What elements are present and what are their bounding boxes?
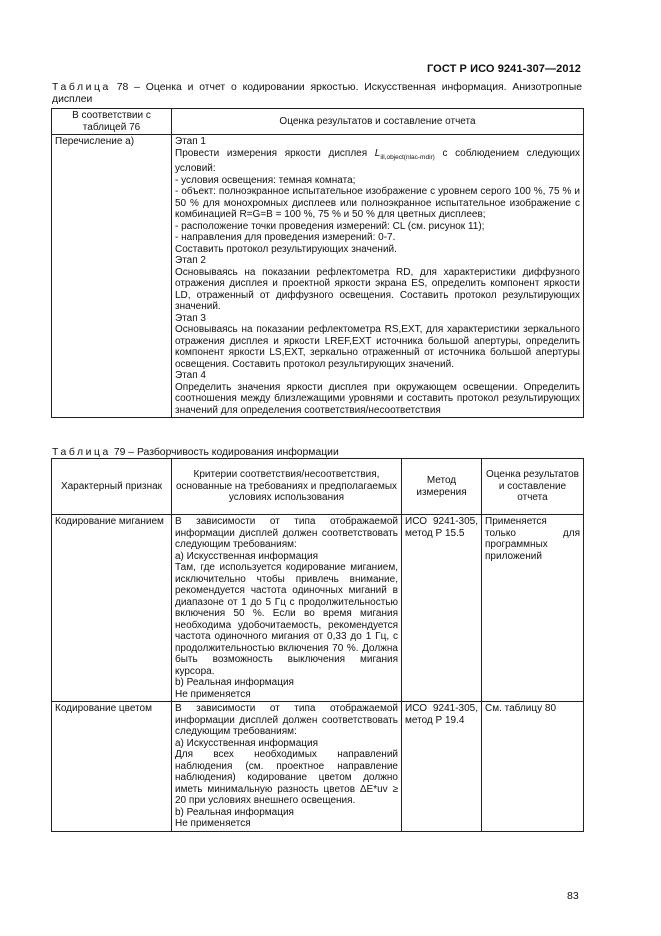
- stage1-title: Этап 1: [175, 136, 206, 147]
- feature-cell: Кодирование цветом: [52, 702, 172, 832]
- stage2-text: Основываясь на показании рефлектометра RD, для характеристики диффузного отражения дисплея и проектной яркости экрана ES, определить компонент яркости LD, отраженный от диффузного освещения. Составить протокол результирующих значений.: [175, 266, 580, 312]
- stage3-text: Основываясь на показании рефлектометра RS,EXT, для характеристики зеркального отражения дисплея и яркости LREF,EXT источника большой апертуры, определить компонент яркости LS,EXT, зеркально отраженный от источника большой апертуры освещения. Составить протокол результирующих значений.: [175, 324, 580, 370]
- table78-row-label: Перечисление а): [52, 135, 172, 418]
- stage3-title: Этап 3: [175, 312, 206, 324]
- table78-row-content: [172, 135, 584, 418]
- stage1-item: - направления для проведения измерений: 0-7.: [175, 232, 396, 243]
- stage1-item: - условия освещения: темная комната;: [175, 174, 356, 186]
- method-cell: ИСО 9241-305, метод Р 15.5: [402, 515, 482, 702]
- table79-header-feature: Характерный признак: [52, 459, 172, 515]
- stage2-title: Этап 2: [175, 255, 206, 266]
- table79-header-method: Метод измерения: [402, 459, 482, 515]
- table-78: [51, 108, 584, 418]
- standard-header: ГОСТ Р ИСО 9241-307—2012: [426, 63, 581, 75]
- table78-caption-text: 78 – Оценка и отчет о кодировании яркостью. Искусственная информация. Анизотропные дисплеи: [52, 82, 582, 105]
- table-79: [51, 458, 584, 832]
- stage4-text: Определить значения яркости дисплея при окружающем освещении. Определить соотношения между близлежащими уровнями и составить протокол результирующих значений для определения соответствия/несоответствия: [175, 381, 580, 416]
- table79-caption-text: 79 – Разборчивость кодирования информации: [113, 447, 339, 458]
- stage1-item: - объект: полноэкранное испытательное изображение с уровнем серого 100 %, 75 % и 50 % для монохромных дисплеев или полноэкранное испытательное изображение с комбинацией R=G=B = 100 %, 75 % и 50 % для цветных дисплеев;: [175, 186, 580, 220]
- stage1-item: - расположение точки проведения измерений: CL (см. рисунок 11);: [175, 220, 485, 232]
- table78-header-row: [52, 109, 584, 135]
- criteria-cell: В зависимости от типа отображаемой информации дисплей должен соответствовать следующим требованиям: а) Искусственная информация Для всех необходимых направлений наблюдения (см. проектное направление наблюдения) кодирование цветом должно иметь минимальную разность цветов ΔE*uv ≥ 20 при условиях внешнего освещения. b) Реальная информация Не применяется: [172, 702, 402, 832]
- table-row: [52, 702, 584, 832]
- page-number: 83: [567, 890, 579, 902]
- table78-caption: [52, 82, 582, 106]
- table79-caption-word: Таблица: [52, 447, 111, 458]
- stage1-item: Составить протокол результирующих значений.: [175, 243, 397, 255]
- table79-header-report: Оценка результатов и составление отчета: [482, 459, 584, 515]
- method-cell: ИСО 9241-305, метод Р 19.4: [402, 702, 482, 832]
- table78-caption-word: Таблица: [52, 82, 111, 93]
- report-cell: См. таблицу 80: [482, 702, 584, 832]
- table78-col2-header: Оценка результатов и составление отчета: [172, 109, 584, 135]
- table79-header-criteria: Критерии соответствия/несоответствия, основанные на требованиях и предполагаемых условиях использования: [172, 459, 402, 515]
- stage1-intro: Провести измерения яркости дисплея $L_{ill,object(nlac-mdir)}$ с соблюдением следующих условий:: [175, 147, 581, 174]
- table79-header-row: [52, 459, 584, 515]
- criteria-cell: В зависимости от типа отображаемой информации дисплей должен соответствовать следующим требованиям: а) Искусственная информация Там, где используется кодирование миганием, исключительно чтобы привлечь внимание, рекомендуется частота одиночных миганий в диапазоне от 1 до 5 Гц с продолжительностью включения 50 %. Если во время мигания необходима удобочитаемость, рекомендуется частота одиночного мигания от 0,33 до 1 Гц, с продолжительностью включения 70 %. Должна быть возможность выключения мигания курсора. b) Реальная информация Не применяется: [172, 515, 402, 702]
- stage4-title: Этап 4: [175, 370, 206, 381]
- feature-cell: Кодирование миганием: [52, 515, 172, 702]
- table78-col1-header: В соответствии с таблицей 76: [52, 109, 172, 135]
- table78-row: [52, 135, 584, 418]
- report-cell: Применяется только для программных приложений: [482, 515, 584, 702]
- table-row: [52, 515, 584, 702]
